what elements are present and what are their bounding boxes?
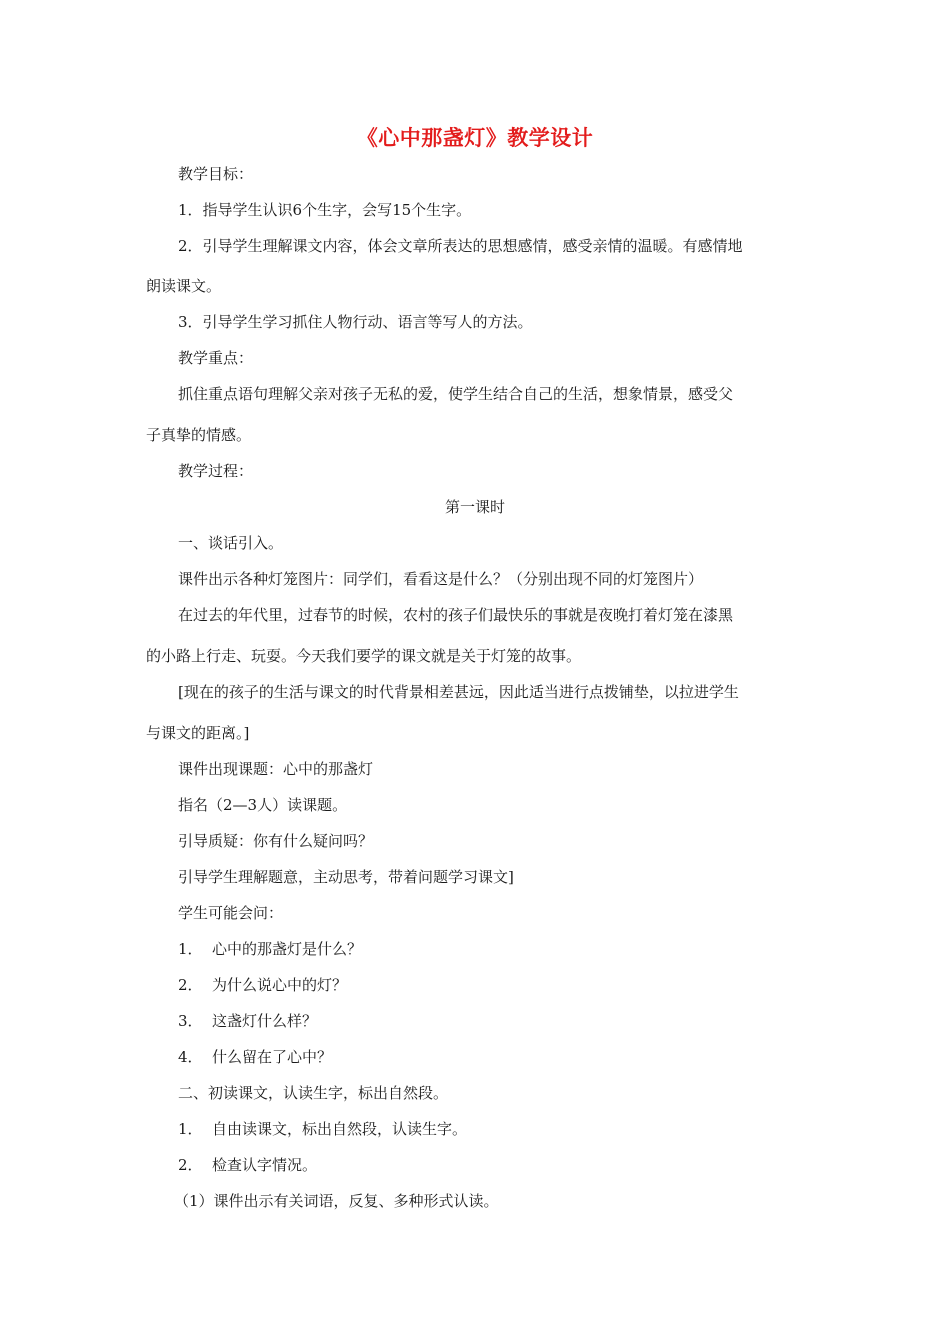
question-1 xyxy=(178,939,362,959)
goals-heading: 教学目标： xyxy=(178,165,254,183)
part-1-heading: 一、谈话引入。 xyxy=(178,534,284,552)
paragraph-1: 课件出示各种灯笼图片：同学们，看看这是什么？（分别出现不同的灯笼图片） xyxy=(178,570,704,588)
document-title: 《心中那盏灯》教学设计 xyxy=(356,126,594,150)
paragraph-3-line-1: [现在的孩子的生活与课文的时代背景相差甚远，因此适当进行点拨铺垫，以拉进学生 xyxy=(178,683,739,701)
paragraph-6: 引导质疑：你有什么疑问吗？ xyxy=(178,832,374,850)
question-4-text: 什么留在了心中？ xyxy=(212,1048,333,1066)
question-2-text: 为什么说心中的灯？ xyxy=(212,976,348,994)
step-1-text: 自由读课文，标出自然段，认读生字。 xyxy=(212,1120,468,1138)
step-2-sub-1 xyxy=(174,1191,499,1211)
question-1-number: 1． xyxy=(178,940,203,958)
question-4 xyxy=(178,1047,332,1067)
step-1-number: 1． xyxy=(178,1120,203,1138)
lesson-title: 第一课时 xyxy=(444,498,505,516)
goal-2-line-1: 2．引导学生理解课文内容，体会文章所表达的思想感情，感受亲情的温暖。有感情地 xyxy=(178,237,743,255)
question-3 xyxy=(178,1011,317,1031)
goal-3: 3．引导学生学习抓住人物行动、语言等写人的方法。 xyxy=(178,313,533,331)
paragraph-8: 学生可能会问： xyxy=(178,904,284,922)
paragraph-2-line-1: 在过去的年代里，过春节的时候，农村的孩子们最快乐的事就是夜晚打着灯笼在漆黑 xyxy=(178,606,734,624)
question-3-number: 3． xyxy=(178,1012,203,1030)
step-2 xyxy=(178,1155,317,1175)
question-4-number: 4． xyxy=(178,1048,203,1066)
question-1-text: 心中的那盏灯是什么？ xyxy=(212,940,363,958)
paragraph-5: 指名（2—3人）读课题。 xyxy=(178,796,348,814)
step-2-number: 2． xyxy=(178,1156,203,1174)
step-2-sub-1-text: 课件出示有关词语，反复、多种形式认读。 xyxy=(213,1192,499,1210)
goal-1: 1．指导学生认识6个生字，会写15个生字。 xyxy=(178,201,472,219)
paragraph-7: 引导学生理解题意，主动思考，带着问题学习课文] xyxy=(178,868,514,886)
paragraph-4: 课件出现课题：心中的那盏灯 xyxy=(178,760,374,778)
step-2-sub-1-number: （1） xyxy=(174,1192,214,1210)
question-2 xyxy=(178,975,347,995)
focus-line-1: 抓住重点语句理解父亲对孩子无私的爱，使学生结合自己的生活，想象情景，感受父 xyxy=(178,385,734,403)
focus-heading: 教学重点： xyxy=(178,349,254,367)
step-1 xyxy=(178,1119,467,1139)
question-2-number: 2． xyxy=(178,976,203,994)
part-2-heading: 二、初读课文，认读生字，标出自然段。 xyxy=(178,1084,449,1102)
focus-line-2: 子真挚的情感。 xyxy=(146,426,252,444)
paragraph-2-line-2: 的小路上行走、玩耍。今天我们要学的课文就是关于灯笼的故事。 xyxy=(146,647,582,665)
process-heading: 教学过程： xyxy=(178,462,254,480)
paragraph-3-line-2: 与课文的距离。] xyxy=(146,724,250,742)
step-2-text: 检查认字情况。 xyxy=(212,1156,318,1174)
question-3-text: 这盏灯什么样？ xyxy=(212,1012,318,1030)
goal-2-line-2: 朗读课文。 xyxy=(146,277,222,295)
